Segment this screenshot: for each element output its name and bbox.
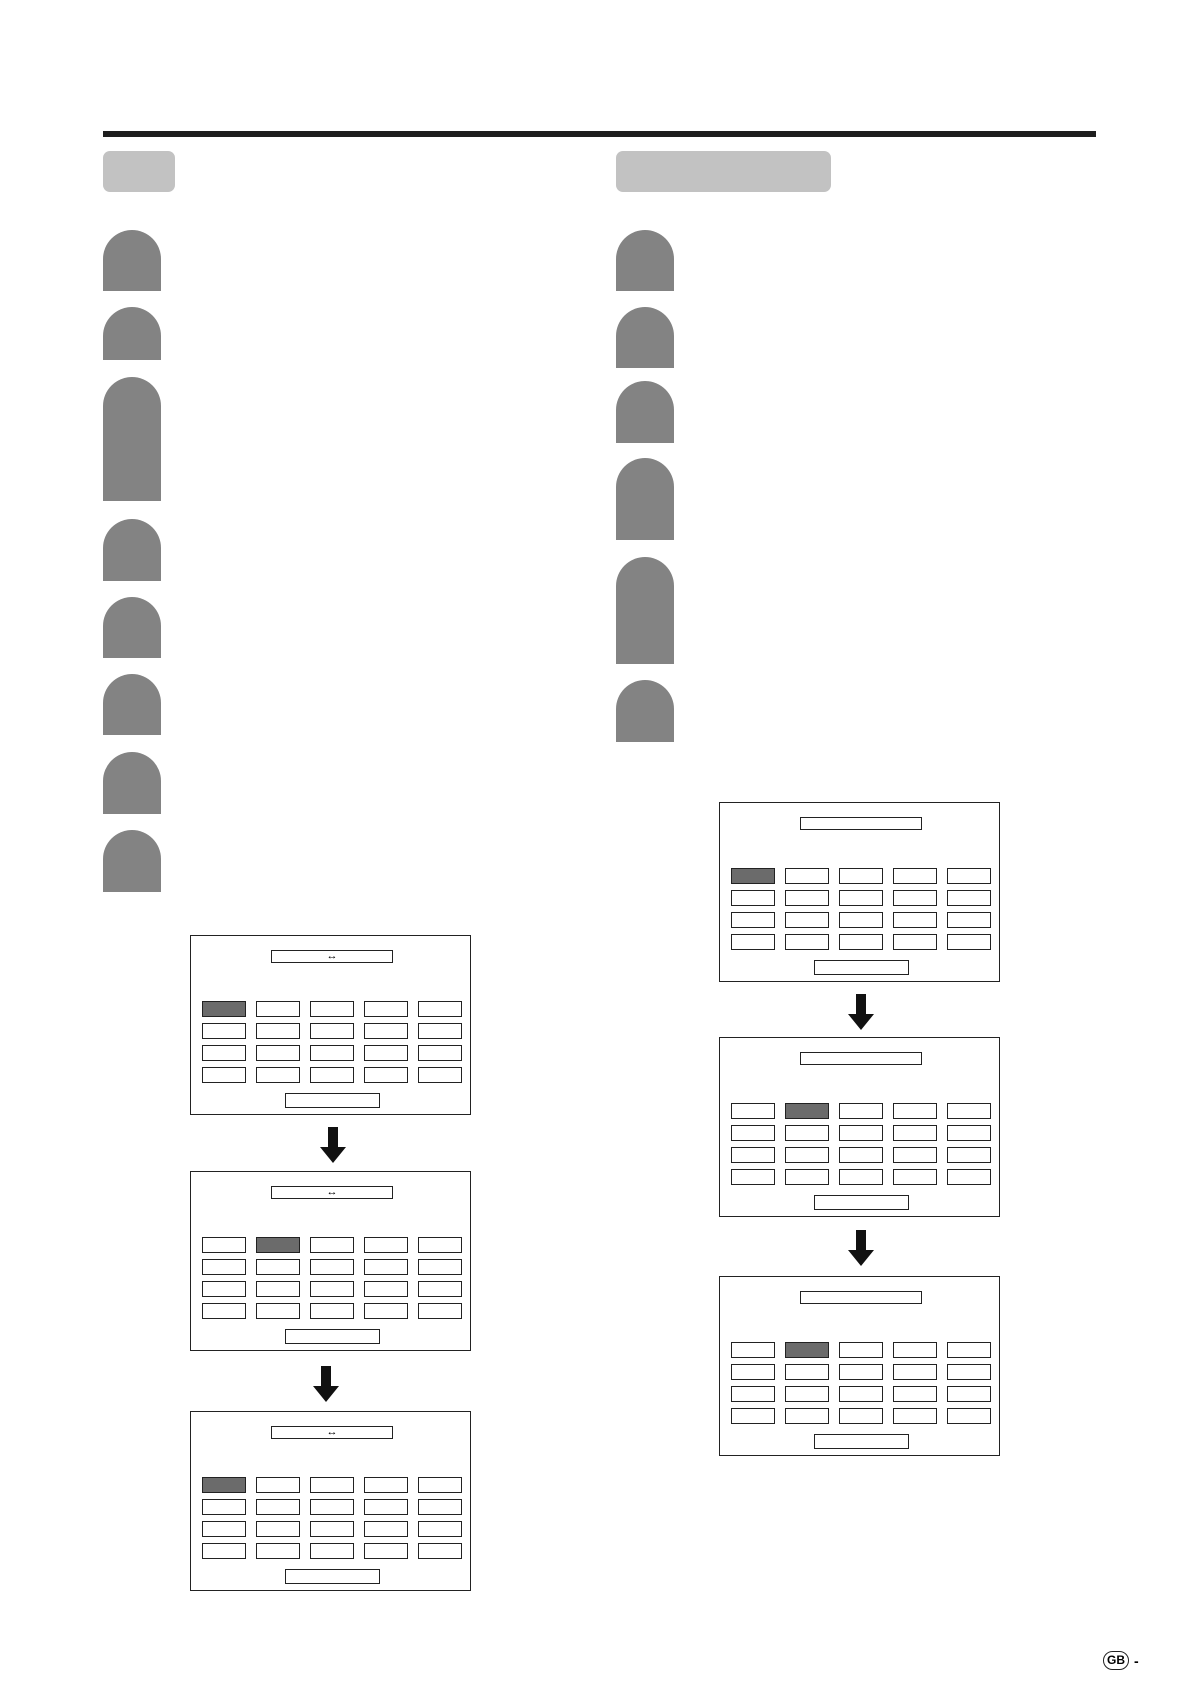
down-arrow-icon <box>313 1366 339 1402</box>
grid-cell <box>310 1067 354 1083</box>
grid-cell <box>839 1386 883 1402</box>
grid-cell <box>256 1001 300 1017</box>
grid-cell <box>947 1386 991 1402</box>
grid-cell <box>202 1237 246 1253</box>
grid-cell <box>364 1543 408 1559</box>
grid-cell <box>839 1342 883 1358</box>
grid-cell <box>202 1023 246 1039</box>
grid-cell <box>839 1103 883 1119</box>
grid-cell <box>256 1023 300 1039</box>
screen-title-box <box>271 950 393 963</box>
grid-cell <box>418 1281 462 1297</box>
grid-cell <box>310 1477 354 1493</box>
grid-cell <box>418 1237 462 1253</box>
grid-cell <box>310 1237 354 1253</box>
grid-cell <box>202 1259 246 1275</box>
grid-cell <box>893 1342 937 1358</box>
grid-cell <box>364 1281 408 1297</box>
grid-cell <box>893 1169 937 1185</box>
step-marker-4 <box>103 519 161 581</box>
swap-arrow-icon: ↔ <box>326 1186 338 1198</box>
option-grid <box>202 1477 462 1559</box>
down-arrow-icon <box>848 994 874 1030</box>
grid-cell <box>202 1281 246 1297</box>
grid-cell <box>731 1408 775 1424</box>
grid-cell <box>947 1147 991 1163</box>
screen-title-box <box>800 1291 922 1304</box>
grid-cell <box>310 1499 354 1515</box>
grid-cell <box>893 1408 937 1424</box>
screen-bottom-box <box>285 1569 380 1584</box>
grid-cell <box>893 1125 937 1141</box>
grid-cell <box>839 1169 883 1185</box>
grid-cell <box>947 890 991 906</box>
grid-cell <box>202 1303 246 1319</box>
grid-cell <box>893 890 937 906</box>
grid-cell <box>731 1125 775 1141</box>
grid-cell <box>256 1499 300 1515</box>
grid-cell <box>893 1364 937 1380</box>
grid-cell <box>947 1103 991 1119</box>
grid-cell <box>256 1259 300 1275</box>
grid-cell <box>202 1521 246 1537</box>
grid-cell <box>893 1386 937 1402</box>
step-marker-7 <box>103 752 161 814</box>
grid-cell <box>202 1067 246 1083</box>
menu-screen <box>719 1276 1000 1456</box>
grid-cell <box>310 1001 354 1017</box>
screen-title-box <box>800 817 922 830</box>
screen-bottom-box <box>285 1093 380 1108</box>
screen-title-box <box>800 1052 922 1065</box>
grid-cell <box>256 1477 300 1493</box>
grid-cell <box>418 1067 462 1083</box>
screen-title-box <box>271 1186 393 1199</box>
grid-cell <box>310 1521 354 1537</box>
grid-cell <box>893 934 937 950</box>
grid-cell <box>256 1045 300 1061</box>
down-arrow-icon <box>320 1127 346 1163</box>
screen-title-box <box>271 1426 393 1439</box>
grid-cell <box>310 1303 354 1319</box>
grid-cell <box>893 1103 937 1119</box>
swap-arrow-icon: ↔ <box>326 950 338 962</box>
screen-bottom-box <box>814 1434 909 1449</box>
grid-cell <box>947 912 991 928</box>
step-marker-5 <box>103 597 161 658</box>
menu-screen <box>190 1171 471 1351</box>
step-marker-3 <box>103 377 161 501</box>
grid-cell <box>785 912 829 928</box>
grid-cell-selected <box>256 1237 300 1253</box>
grid-cell <box>256 1281 300 1297</box>
step-marker-r5 <box>616 557 674 664</box>
grid-cell-selected <box>785 1342 829 1358</box>
grid-cell <box>839 868 883 884</box>
grid-cell <box>731 934 775 950</box>
down-arrow-icon <box>848 1230 874 1266</box>
grid-cell <box>364 1477 408 1493</box>
screen-bottom-box <box>285 1329 380 1344</box>
grid-cell <box>418 1023 462 1039</box>
grid-cell <box>310 1259 354 1275</box>
grid-cell <box>731 912 775 928</box>
swap-arrow-icon: ↔ <box>326 1426 338 1438</box>
grid-cell <box>364 1521 408 1537</box>
option-grid <box>202 1001 462 1083</box>
grid-cell <box>418 1477 462 1493</box>
grid-cell <box>839 1147 883 1163</box>
grid-cell-selected <box>785 1103 829 1119</box>
grid-cell <box>947 1408 991 1424</box>
screen-bottom-box <box>814 960 909 975</box>
grid-cell <box>785 934 829 950</box>
grid-cell <box>839 912 883 928</box>
grid-cell <box>947 934 991 950</box>
section-tab-right <box>616 151 831 192</box>
grid-cell-selected <box>731 868 775 884</box>
grid-cell <box>418 1499 462 1515</box>
step-marker-1 <box>103 230 161 291</box>
grid-cell <box>202 1543 246 1559</box>
grid-cell <box>839 1125 883 1141</box>
grid-cell <box>364 1499 408 1515</box>
grid-cell <box>364 1237 408 1253</box>
grid-cell <box>418 1259 462 1275</box>
option-grid <box>731 1342 991 1424</box>
grid-cell <box>785 1125 829 1141</box>
step-marker-6 <box>103 674 161 735</box>
grid-cell <box>418 1303 462 1319</box>
grid-cell <box>947 1342 991 1358</box>
grid-cell <box>364 1001 408 1017</box>
grid-cell <box>839 890 883 906</box>
grid-cell <box>310 1543 354 1559</box>
grid-cell-selected <box>202 1477 246 1493</box>
grid-cell <box>364 1067 408 1083</box>
grid-cell <box>839 1408 883 1424</box>
grid-cell <box>256 1067 300 1083</box>
menu-screen <box>719 802 1000 982</box>
grid-cell <box>256 1543 300 1559</box>
grid-cell <box>202 1499 246 1515</box>
grid-cell <box>893 868 937 884</box>
grid-cell <box>364 1259 408 1275</box>
step-marker-r6 <box>616 680 674 742</box>
grid-cell <box>947 868 991 884</box>
grid-cell <box>731 1169 775 1185</box>
grid-cell <box>893 1147 937 1163</box>
header-rule <box>103 131 1096 137</box>
step-marker-r2 <box>616 307 674 368</box>
grid-cell <box>839 1364 883 1380</box>
grid-cell <box>418 1045 462 1061</box>
menu-screen <box>190 1411 471 1591</box>
step-marker-2 <box>103 307 161 360</box>
grid-cell <box>418 1001 462 1017</box>
grid-cell <box>785 1386 829 1402</box>
option-grid <box>202 1237 462 1319</box>
grid-cell-selected <box>202 1001 246 1017</box>
grid-cell <box>364 1023 408 1039</box>
grid-cell <box>731 1103 775 1119</box>
menu-screen <box>190 935 471 1115</box>
grid-cell <box>364 1303 408 1319</box>
step-marker-8 <box>103 830 161 892</box>
grid-cell <box>310 1281 354 1297</box>
step-marker-r3 <box>616 381 674 443</box>
section-tab-left <box>103 151 175 192</box>
grid-cell <box>785 1147 829 1163</box>
region-badge: GB <box>1103 1651 1129 1670</box>
grid-cell <box>839 934 883 950</box>
grid-cell <box>785 868 829 884</box>
page-marker: - <box>1134 1652 1139 1669</box>
menu-screen <box>719 1037 1000 1217</box>
page-footer <box>1103 1651 1139 1670</box>
step-marker-r4 <box>616 458 674 540</box>
grid-cell <box>947 1125 991 1141</box>
grid-cell <box>364 1045 408 1061</box>
grid-cell <box>731 890 775 906</box>
grid-cell <box>947 1364 991 1380</box>
grid-cell <box>785 1408 829 1424</box>
grid-cell <box>785 890 829 906</box>
grid-cell <box>731 1364 775 1380</box>
grid-cell <box>731 1386 775 1402</box>
option-grid <box>731 1103 991 1185</box>
grid-cell <box>893 912 937 928</box>
grid-cell <box>785 1169 829 1185</box>
grid-cell <box>256 1303 300 1319</box>
grid-cell <box>418 1543 462 1559</box>
screen-bottom-box <box>814 1195 909 1210</box>
grid-cell <box>947 1169 991 1185</box>
grid-cell <box>202 1045 246 1061</box>
grid-cell <box>256 1521 300 1537</box>
grid-cell <box>731 1147 775 1163</box>
grid-cell <box>310 1023 354 1039</box>
step-marker-r1 <box>616 230 674 291</box>
grid-cell <box>785 1364 829 1380</box>
grid-cell <box>310 1045 354 1061</box>
grid-cell <box>418 1521 462 1537</box>
option-grid <box>731 868 991 950</box>
grid-cell <box>731 1342 775 1358</box>
